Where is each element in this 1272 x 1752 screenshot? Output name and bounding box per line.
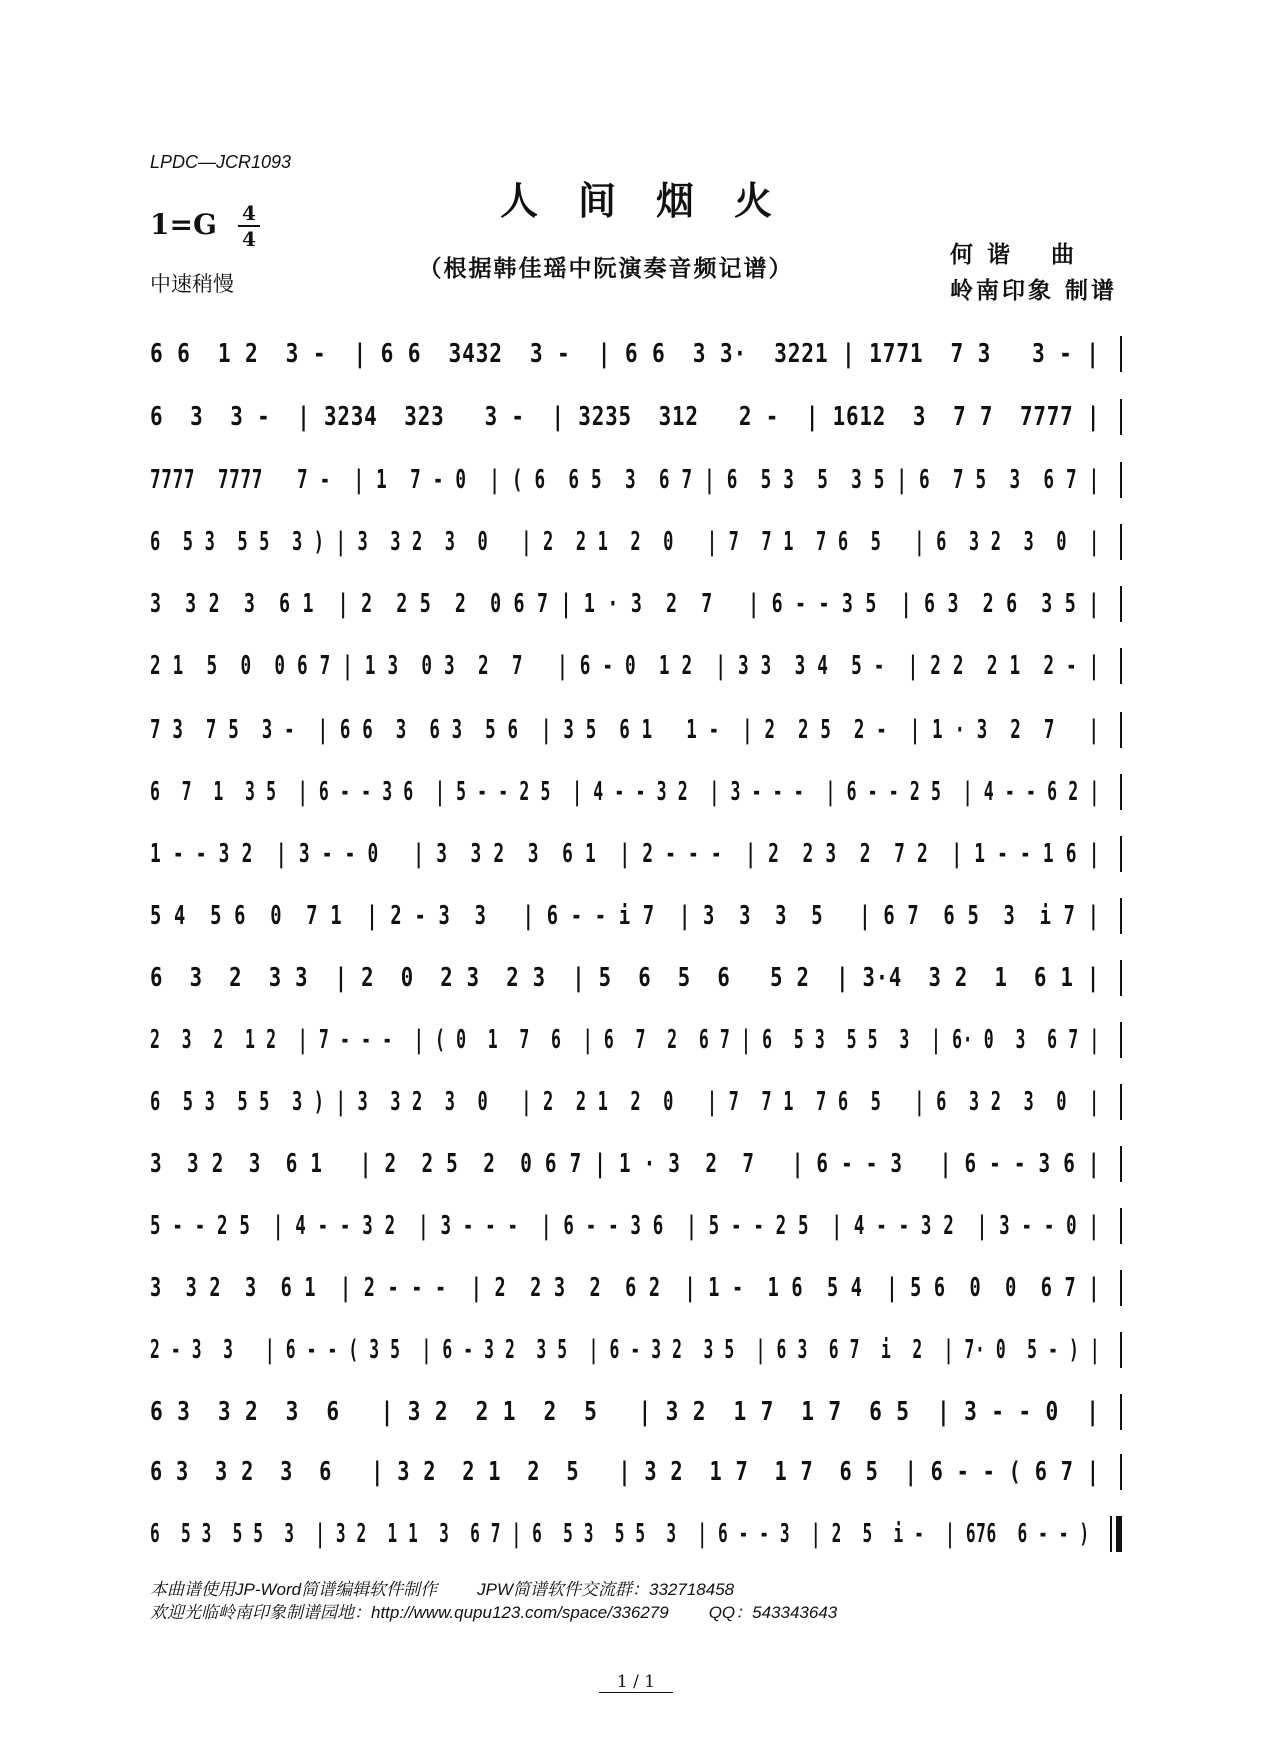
subtitle: （根据韩佳瑶中阮演奏音频记谱） (418, 255, 794, 282)
score-row (150, 1080, 1122, 1124)
score-row (150, 770, 1122, 814)
time-signature (238, 202, 260, 250)
score-row-notes: 6 3 2 3 3 | 2 0 2 3 2 3 | 5 6 5 6 5 2 | 3·4 3 2 1 6 1 | (150, 963, 1101, 993)
score-row (150, 644, 1122, 688)
score-row (150, 1266, 1122, 1310)
score-row (150, 582, 1122, 626)
score-row-notes: 2 1 5 0 0 6 7 | 1 3 0 3 2 7 | 6 - 0 1 2 | 3 3 3 4 5 - | 2 2 2 1 2 - | (150, 651, 1100, 681)
score-row-notes: 3 3 2 3 6 1 | 2 - - - | 2 2 3 2 6 2 | 1 - 1 6 5 4 | 5 6 0 0 6 7 | (150, 1273, 1101, 1303)
key-signature: 1=G (150, 208, 217, 241)
score-row (150, 395, 1122, 439)
score-row-notes: 6 5 3 5 5 3 ) | 3 3 2 3 0 | 2 2 1 2 0 | 7 7 1 7 6 5 | 6 3 2 3 0 | (150, 1087, 1100, 1117)
tempo-marking: 中速稍慢 (150, 272, 234, 296)
score-row (150, 1204, 1122, 1248)
score-row (150, 1142, 1122, 1186)
score-row (150, 1018, 1122, 1062)
score-row-notes: 7777 7777 7 - | 1 7 - 0 | ( 6 6 5 3 6 7 | 6 5 3 5 3 5 | 6 7 5 3 6 7 | (150, 465, 1100, 495)
score-row-notes: 6 3 3 2 3 6 | 3 2 2 1 2 5 | 3 2 1 7 1 7 6 5 | 6 - - ( 6 7 | (150, 1457, 1100, 1487)
score-row (150, 1512, 1122, 1556)
score-row (150, 956, 1122, 1000)
song-title: 人间烟火 (499, 178, 812, 223)
score-row-notes: 2 3 2 1 2 | 7 - - - | ( 0 1 7 6 | 6 7 2 6 7 | 6 5 3 5 5 3 | 6· 0 3 6 7 | (150, 1025, 1100, 1055)
score-row-notes: 6 3 3 2 3 6 | 3 2 2 1 2 5 | 3 2 1 7 1 7 6 5 | 3 - - 0 | (150, 1397, 1100, 1427)
footer-software-line (150, 1575, 734, 1600)
score-code: LPDC—JCR1093 (150, 152, 292, 172)
score-row-notes: 3 3 2 3 6 1 | 2 2 5 2 0 6 7 | 1 · 3 2 7 | 6 - - 3 | 6 - - 3 6 | (150, 1149, 1101, 1179)
score-row (150, 708, 1122, 752)
score-row (150, 520, 1122, 564)
score-row-notes: 1 - - 3 2 | 3 - - 0 | 3 3 2 3 6 1 | 2 - - - | 2 2 3 2 7 2 | 1 - - 1 6 | (150, 839, 1101, 869)
footer-software: 本曲谱使用JP-Word简谱编辑软件制作 (150, 1580, 438, 1599)
score-row-notes: 7 3 7 5 3 - | 6 6 3 6 3 5 6 | 3 5 6 1 1 - | 2 2 5 2 - | 1 · 3 2 7 | (150, 715, 1100, 745)
composer-credit (950, 236, 1077, 269)
score-row (150, 458, 1122, 502)
score-row-notes: 6 3 3 - | 3234 323 3 - | 3235 312 2 - | 1612 3 7 7 7777 | (150, 402, 1101, 432)
arranger-credit: 岭南印象 制谱 (950, 277, 1118, 304)
score-row-notes: 6 7 1 3 5 | 6 - - 3 6 | 5 - - 2 5 | 4 - - 3 2 | 3 - - - | 6 - - 2 5 | 4 - - 6 2 | (150, 777, 1100, 807)
score-row (150, 1328, 1122, 1372)
time-signature-bottom: 4 (242, 227, 256, 251)
composer-role: 曲 (1051, 241, 1078, 268)
score-row (150, 832, 1122, 876)
footer-welcome-line (150, 1598, 837, 1623)
score-row (150, 1390, 1122, 1434)
score-row (150, 894, 1122, 938)
footer-welcome: 欢迎光临岭南印象制谱园地：http://www.qupu123.com/space/336279 (150, 1603, 669, 1622)
score-row-notes: 6 6 1 2 3 - | 6 6 3432 3 - | 6 6 3 3· 3221 | 1771 7 3 3 - | (150, 339, 1100, 369)
page-number (0, 1672, 1272, 1692)
score-row-notes: 5 - - 2 5 | 4 - - 3 2 | 3 - - - | 6 - - 3 6 | 5 - - 2 5 | 4 - - 3 2 | 3 - - 0 | (150, 1211, 1100, 1241)
page-number-text: 1 / 1 (599, 1672, 673, 1693)
composer-name: 何 谐 (950, 241, 1014, 268)
time-signature-top: 4 (242, 201, 256, 225)
score-row-notes: 3 3 2 3 6 1 | 2 2 5 2 0 6 7 | 1 · 3 2 7 | 6 - - 3 5 | 6 3 2 6 3 5 | (150, 589, 1100, 619)
footer-qq: QQ：543343643 (708, 1603, 838, 1622)
score-row-notes: 5 4 5 6 0 7 1 | 2 - 3 3 | 6 - - i 7 | 3 3 3 5 | 6 7 6 5 3 i 7 | (150, 901, 1100, 931)
score-row-notes: 6 5 3 5 5 3 | 3 2 1 1 3 6 7 | 6 5 3 5 5 3 | 6 - - 3 | 2 5 i - | 676 6 - - ) (150, 1519, 1101, 1549)
footer-group: JPW简谱软件交流群：332718458 (477, 1580, 735, 1599)
score-row-notes: 6 5 3 5 5 3 ) | 3 3 2 3 0 | 2 2 1 2 0 | 7 7 1 7 6 5 | 6 3 2 3 0 | (150, 527, 1100, 557)
score-row (150, 332, 1122, 376)
score-row (150, 1450, 1122, 1494)
score-row-notes: 2 - 3 3 | 6 - - ( 3 5 | 6 - 3 2 3 5 | 6 - 3 2 3 5 | 6 3 6 7 i 2 | 7· 0 5 - ) | (150, 1335, 1101, 1365)
